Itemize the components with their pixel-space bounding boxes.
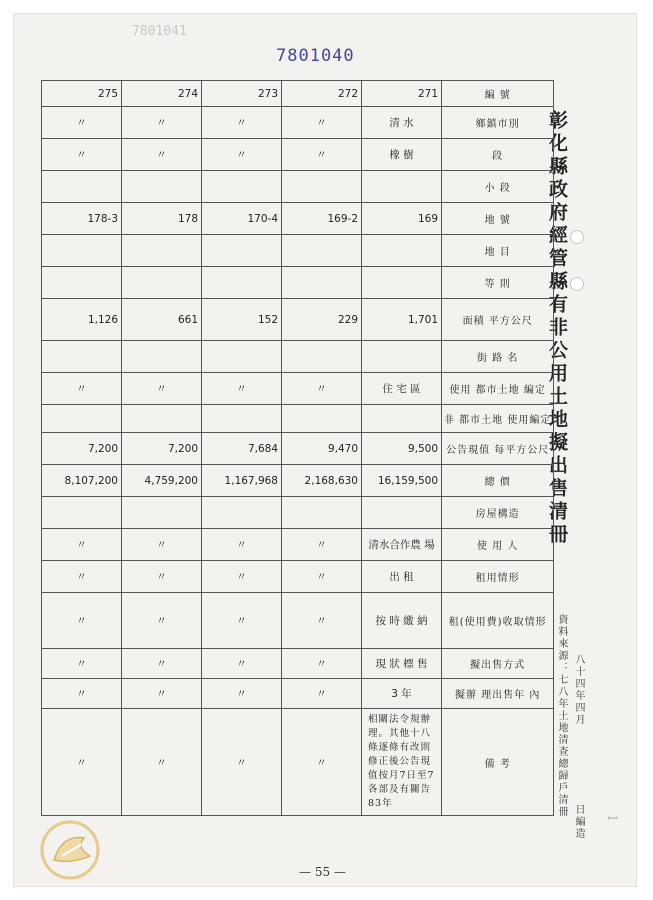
- empty-cell: [282, 171, 362, 203]
- cell-value: 7,200: [42, 433, 122, 465]
- cell-year: 3 年: [362, 679, 442, 709]
- cell-no: 275: [42, 81, 122, 107]
- empty-cell: [42, 267, 122, 299]
- cell-tenancy: 〃: [202, 561, 282, 593]
- compile-date: 八十四年四月: [573, 654, 584, 726]
- cell-value: 7,684: [202, 433, 282, 465]
- table-row: [42, 171, 554, 203]
- empty-cell: [42, 405, 122, 433]
- cell-tenancy: 〃: [122, 561, 202, 593]
- row-label: 地 號: [442, 203, 554, 235]
- cell-zoning: 住 宅 區: [362, 373, 442, 405]
- cell-land_no: 169-2: [282, 203, 362, 235]
- cell-total: 8,107,200: [42, 465, 122, 497]
- cell-fee: 〃: [202, 593, 282, 649]
- cell-year: 〃: [122, 679, 202, 709]
- table-row: [42, 267, 554, 299]
- cell-method: 〃: [202, 649, 282, 679]
- table-row: [42, 709, 554, 816]
- compiler-note: 日編造: [573, 804, 584, 840]
- empty-cell: [42, 235, 122, 267]
- cell-land_no: 170-4: [202, 203, 282, 235]
- cell-area: 1,701: [362, 299, 442, 341]
- cell-district: 〃: [282, 107, 362, 139]
- cell-section: 〃: [122, 139, 202, 171]
- cell-remark: 〃: [282, 709, 362, 816]
- row-label: 街 路 名: [442, 341, 554, 373]
- page-number: — 55 —: [299, 865, 346, 879]
- empty-cell: [122, 171, 202, 203]
- table-row: [42, 679, 554, 709]
- document-number-stamp: 7801040: [276, 46, 355, 66]
- cell-section: 〃: [202, 139, 282, 171]
- row-label: 公告現值 每平方公尺: [442, 433, 554, 465]
- table-row: [42, 405, 554, 433]
- cell-remark: 〃: [202, 709, 282, 816]
- row-label: 等 則: [442, 267, 554, 299]
- table-row: [42, 81, 554, 107]
- cell-value: 9,470: [282, 433, 362, 465]
- empty-cell: [122, 405, 202, 433]
- cell-land_no: 178-3: [42, 203, 122, 235]
- empty-cell: [202, 171, 282, 203]
- cell-total: 4,759,200: [122, 465, 202, 497]
- empty-cell: [282, 497, 362, 529]
- row-label: 非 都市土地 使用編定: [442, 405, 554, 433]
- empty-cell: [42, 497, 122, 529]
- empty-cell: [362, 267, 442, 299]
- table-row: [42, 433, 554, 465]
- empty-cell: [362, 405, 442, 433]
- cell-area: 152: [202, 299, 282, 341]
- row-label: 總 價: [442, 465, 554, 497]
- cell-user: 〃: [282, 529, 362, 561]
- cell-no: 273: [202, 81, 282, 107]
- cell-zoning: 〃: [282, 373, 362, 405]
- cell-user: 〃: [42, 529, 122, 561]
- row-label: 使 用 人: [442, 529, 554, 561]
- cell-method: 〃: [282, 649, 362, 679]
- cell-area: 229: [282, 299, 362, 341]
- cell-year: 〃: [42, 679, 122, 709]
- table-row: [42, 299, 554, 341]
- cell-land_no: 178: [122, 203, 202, 235]
- table-row: [42, 465, 554, 497]
- cell-land_no: 169: [362, 203, 442, 235]
- row-label: 段: [442, 139, 554, 171]
- cell-zoning: 〃: [202, 373, 282, 405]
- cell-district: 清 水: [362, 107, 442, 139]
- empty-cell: [362, 171, 442, 203]
- empty-cell: [282, 341, 362, 373]
- row-label: 地 目: [442, 235, 554, 267]
- cell-total: 1,167,968: [202, 465, 282, 497]
- cell-total: 2,168,630: [282, 465, 362, 497]
- cell-section: 〃: [282, 139, 362, 171]
- empty-cell: [282, 405, 362, 433]
- empty-cell: [282, 235, 362, 267]
- table-row: [42, 529, 554, 561]
- cell-remark: 〃: [42, 709, 122, 816]
- cell-fee: 按 時 繳 納: [362, 593, 442, 649]
- table-row: [42, 497, 554, 529]
- cell-no: 272: [282, 81, 362, 107]
- cell-zoning: 〃: [42, 373, 122, 405]
- cell-tenancy: 出 租: [362, 561, 442, 593]
- table-row: [42, 107, 554, 139]
- row-label: 使用 都市土地 編定: [442, 373, 554, 405]
- table-row: [42, 373, 554, 405]
- empty-cell: [202, 405, 282, 433]
- empty-cell: [202, 235, 282, 267]
- data-source: 資料來源：七八年土地清查總歸戶清冊: [556, 614, 567, 818]
- row-label: 租(使用費)收取情形: [442, 593, 554, 649]
- row-label: 租用情形: [442, 561, 554, 593]
- row-label: 備 考: [442, 709, 554, 816]
- punch-hole: [570, 277, 584, 291]
- cell-year: 〃: [282, 679, 362, 709]
- cell-total: 16,159,500: [362, 465, 442, 497]
- table-row: [42, 139, 554, 171]
- row-label: 擬出售方式: [442, 649, 554, 679]
- table-row: [42, 203, 554, 235]
- table-row: [42, 561, 554, 593]
- row-label: 編 號: [442, 81, 554, 107]
- cell-fee: 〃: [122, 593, 202, 649]
- archive-logo: [32, 812, 112, 882]
- cell-remark: 〃: [122, 709, 202, 816]
- cell-district: 〃: [42, 107, 122, 139]
- cell-remark: 相關法令規辦理。其他十八條逐條有改則修正後公告現值按月7日至7各部及有關告83年: [362, 709, 442, 816]
- empty-cell: [122, 267, 202, 299]
- table-row: [42, 341, 554, 373]
- row-label: 鄉鎮市別: [442, 107, 554, 139]
- cell-fee: 〃: [42, 593, 122, 649]
- cell-area: 1,126: [42, 299, 122, 341]
- row-label: 擬辦 理出售年 內: [442, 679, 554, 709]
- cell-no: 271: [362, 81, 442, 107]
- cell-fee: 〃: [282, 593, 362, 649]
- empty-cell: [202, 267, 282, 299]
- empty-cell: [362, 235, 442, 267]
- cell-zoning: 〃: [122, 373, 202, 405]
- cell-value: 9,500: [362, 433, 442, 465]
- empty-cell: [282, 267, 362, 299]
- cell-district: 〃: [122, 107, 202, 139]
- empty-cell: [122, 497, 202, 529]
- cell-method: 現 狀 標 售: [362, 649, 442, 679]
- empty-cell: [42, 341, 122, 373]
- empty-cell: [362, 341, 442, 373]
- empty-cell: [122, 341, 202, 373]
- cell-user: 〃: [122, 529, 202, 561]
- empty-cell: [202, 497, 282, 529]
- table-row: [42, 649, 554, 679]
- margin-mark: 1: [604, 814, 619, 825]
- bleed-through-number: 7801041: [132, 24, 187, 39]
- cell-tenancy: 〃: [282, 561, 362, 593]
- land-sale-table: [41, 80, 554, 816]
- row-label: 房屋構造: [442, 497, 554, 529]
- empty-cell: [362, 497, 442, 529]
- cell-method: 〃: [42, 649, 122, 679]
- empty-cell: [202, 341, 282, 373]
- document-title: 彰化縣政府經管縣有非公用土地擬出售清冊: [546, 110, 568, 547]
- cell-value: 7,200: [122, 433, 202, 465]
- punch-hole: [570, 230, 584, 244]
- table-row: [42, 593, 554, 649]
- row-label: 面積 平方公尺: [442, 299, 554, 341]
- row-label: 小 段: [442, 171, 554, 203]
- cell-section: 橡 樹: [362, 139, 442, 171]
- cell-user: 清水合作農 場: [362, 529, 442, 561]
- cell-no: 274: [122, 81, 202, 107]
- empty-cell: [122, 235, 202, 267]
- cell-user: 〃: [202, 529, 282, 561]
- cell-method: 〃: [122, 649, 202, 679]
- cell-tenancy: 〃: [42, 561, 122, 593]
- table-row: [42, 235, 554, 267]
- cell-section: 〃: [42, 139, 122, 171]
- cell-area: 661: [122, 299, 202, 341]
- cell-district: 〃: [202, 107, 282, 139]
- cell-year: 〃: [202, 679, 282, 709]
- empty-cell: [42, 171, 122, 203]
